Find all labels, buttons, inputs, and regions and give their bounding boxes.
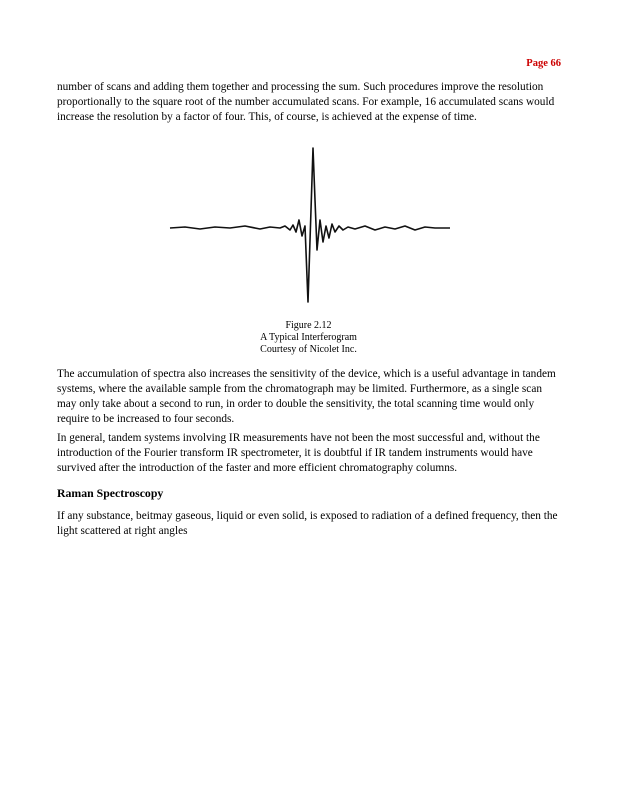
- interferogram-plot: [165, 140, 455, 310]
- paragraph-raman: If any substance, beitmay gaseous, liquid or even solid, is exposed to radiation of a defined frequency, then the light scattered at right angles: [57, 510, 558, 537]
- section-heading: Raman Spectroscopy: [57, 486, 164, 500]
- interferogram-trace: [170, 148, 450, 302]
- paragraph-accumulation: The accumulation of spectra also increases the sensitivity of the device, which is a useful advantage in tandem systems, where the available sample from the chromatograph may be limited. Furthermore, as a single scan may only take about a second to run, in order to double the sensitivity, the total scanning time would only require to be increased to four seconds.: [57, 368, 556, 425]
- figure-title: A Typical Interferogram: [260, 332, 357, 343]
- figure-caption: [0, 320, 617, 356]
- paragraph-intro: number of scans and adding them together and processing the sum. Such procedures improve the resolution proportionally to the square root of the number accumulated scans. For example, 16 accumulated scans would increase the resolution by a factor of four. This, of course, is achieved at the expense of time.: [57, 81, 555, 123]
- page-number: Page 66: [526, 58, 561, 69]
- interferogram-figure: [165, 140, 455, 310]
- figure-number: Figure 2.12: [285, 320, 332, 331]
- paragraph-tandem: In general, tandem systems involving IR measurements have not been the most successful and, without the introduction of the Fourier transform IR spectrometer, it is doubtful if IR tandem instruments would have survived after the introduction of the faster and more efficient chromatography columns.: [57, 432, 540, 474]
- figure-credit: Courtesy of Nicolet Inc.: [260, 344, 357, 355]
